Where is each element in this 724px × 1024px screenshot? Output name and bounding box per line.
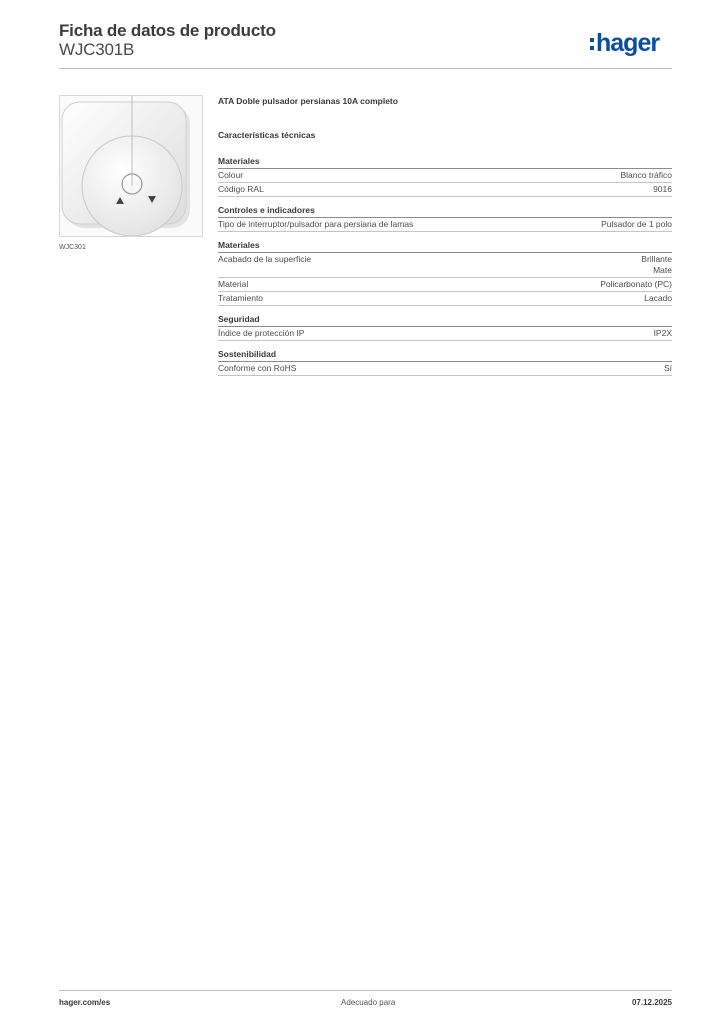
- spec-row: [218, 327, 672, 341]
- logo-dots-icon: [590, 38, 594, 50]
- spec-value: [653, 184, 672, 195]
- logo-text: hager: [596, 28, 660, 57]
- spec-label: Conforme con RoHS: [218, 363, 297, 373]
- spec-group-title: Seguridad: [218, 314, 672, 327]
- spec-label: Acabado de la superficie: [218, 254, 312, 264]
- spec-content: [218, 96, 672, 384]
- spec-value-line: Policarbonato (PC): [600, 279, 672, 289]
- spec-value-line: Brillante: [641, 254, 672, 264]
- product-code: WJC301B: [59, 40, 135, 59]
- footer-date: 07.12.2025: [631, 998, 672, 1007]
- spec-row: [218, 253, 672, 278]
- spec-row: [218, 292, 672, 306]
- spec-value-line: Sí: [663, 363, 672, 373]
- spec-value: [641, 254, 672, 276]
- spec-value-line: Blanco tráfico: [620, 170, 672, 180]
- spec-label: Tratamiento: [218, 293, 264, 303]
- spec-group: [218, 205, 672, 232]
- product-image: [59, 95, 203, 237]
- spec-label: Colour: [218, 170, 244, 180]
- spec-row: [218, 278, 672, 292]
- spec-label: Índice de protección IP: [218, 328, 305, 338]
- spec-row: [218, 362, 672, 376]
- spec-group-title: Sostenibilidad: [218, 349, 672, 362]
- spec-value-line: Lacado: [644, 293, 672, 303]
- image-caption: WJC301: [59, 244, 86, 251]
- switch-illustration-icon: [60, 96, 202, 236]
- spec-value: [664, 363, 672, 374]
- spec-label: Tipo de interruptor/pulsador para persiana de lamas: [218, 219, 414, 229]
- hager-logo: [590, 28, 674, 58]
- spec-row: [218, 218, 672, 232]
- spec-groups: [218, 156, 672, 376]
- spec-value: [644, 293, 672, 304]
- page-title: Ficha de datos de producto: [59, 21, 276, 40]
- spec-value-line: 9016: [653, 184, 672, 194]
- spec-group-title: Controles e indicadores: [218, 205, 672, 218]
- spec-row: [218, 169, 672, 183]
- spec-group: [218, 156, 672, 197]
- footer-center-text: Adecuado para: [341, 998, 396, 1007]
- footer-divider: [59, 990, 672, 991]
- header-divider: [59, 68, 672, 69]
- spec-value: [600, 279, 672, 290]
- product-name: ATA Doble pulsador persianas 10A completo: [218, 96, 398, 106]
- spec-row: [218, 183, 672, 197]
- spec-group-title: Materiales: [218, 240, 672, 253]
- spec-value-line: Mate: [653, 265, 672, 275]
- spec-label: Material: [218, 279, 249, 289]
- spec-group: [218, 349, 672, 376]
- spec-value-line: Pulsador de 1 polo: [601, 219, 672, 229]
- spec-value: [601, 219, 672, 230]
- spec-group: [218, 240, 672, 306]
- spec-value: [654, 328, 672, 339]
- spec-group-title: Materiales: [218, 156, 672, 169]
- spec-label: Código RAL: [218, 184, 264, 194]
- footer-website: hager.com/es: [59, 998, 111, 1007]
- spec-value: [621, 170, 673, 181]
- spec-group: [218, 314, 672, 341]
- spec-value-line: IP2X: [653, 328, 672, 338]
- section-title: Características técnicas: [218, 130, 316, 140]
